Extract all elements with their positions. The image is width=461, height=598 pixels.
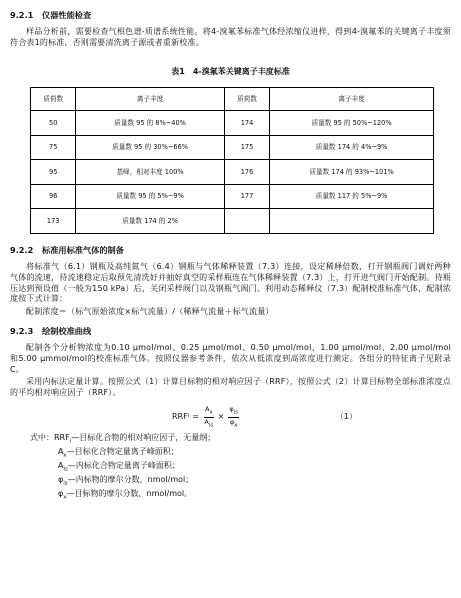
- table-header-row: [31, 88, 434, 111]
- section-title: 仪器性能检查: [42, 10, 92, 20]
- equation-number: （1）: [335, 411, 357, 421]
- table-cell: 176: [224, 160, 269, 185]
- def-symbol-sub: is: [63, 466, 68, 473]
- section-9-2-3-paragraph-2: 采用内标法定量计算。按照公式（1）计算目标物的相对响应因子（RRF），按照公式（2）计算目标物全部标准浓度点的平均相对响应因子（RRF）。: [10, 377, 451, 398]
- variable-definitions: [30, 433, 451, 502]
- section-9-2-1-paragraph: 样品分析前，需要检查气相色谱-质谱系统性能。将4-溴氟苯标准气体经浓缩仪进样，得到4-溴氟苯的关键离子丰度须符合表1的标准，否则需要清洗离子源或者重新校准。: [10, 27, 451, 47]
- table-cell: 75: [31, 135, 76, 160]
- table-cell: 50: [31, 111, 76, 136]
- table-cell: 95: [31, 160, 76, 185]
- table-cell: [224, 209, 269, 234]
- definition-line: [58, 461, 451, 474]
- eq-num2-sub: is: [233, 409, 238, 416]
- table-cell: 175: [224, 135, 269, 160]
- table-cell: [270, 209, 434, 234]
- eq-den1-sub: is: [208, 421, 214, 428]
- eq-lhs: RRF: [172, 411, 188, 421]
- def-symbol: A: [58, 461, 64, 471]
- def-text: —目标化合物定量离子峰面积；: [66, 447, 179, 457]
- section-9-2-3-paragraph-1: 配制各个分析物浓度为0.10 μmol/mol、0.25 μmol/mol、0.50 μmol/mol、1.00 μmol/mol、2.00 μmol/mol和5.00 μmmol/mol的校准标准气体。按照仪器参考条件，依次从低浓度到高浓度进行测定。各组分的特征离子见附录C。: [10, 343, 451, 374]
- table-row: [31, 209, 434, 234]
- table-cell: 质量数 117 的 5%~9%: [270, 184, 434, 209]
- definition-line: [30, 433, 451, 446]
- section-9-2-2-paragraph: 将标准气（6.1）钢瓶及高纯氮气（6.4）钢瓶与气体稀释装置（7.3）连接，设定稀释倍数，打开钢瓶阀门调好两种气体的流速，待流速稳定后取预先清洗好并抽好真空的采样瓶连在气体稀释装置（7.3）上，打开进气阀门开始配制。待瓶压达到预设值（一般为150 kPa）后，关闭采样阀门以及钢瓶气阀门。利用动态稀释仪（7.3）配制校准标准气体，配制浓度按下式计算：: [10, 262, 451, 304]
- table-cell: 质量数 95 的 5%~9%: [76, 184, 224, 209]
- definition-line: [58, 475, 451, 488]
- header-cell: 离子丰度: [76, 88, 224, 111]
- eq-den2: φ: [229, 417, 235, 426]
- def-symbol: φ: [58, 489, 64, 499]
- table-cell: 173: [31, 209, 76, 234]
- table-cell: 质量数 174 的 2%: [76, 209, 224, 234]
- def-symbol-sub: x: [63, 494, 67, 501]
- section-title: 绘制校准曲线: [42, 326, 92, 336]
- table-cell: 质量数 95 的 50%~120%: [270, 111, 434, 136]
- def-intro-text: —目标化合物的相对响应因子，无量纲；: [71, 433, 216, 443]
- def-text: —目标物的摩尔分数，nmol/mol。: [66, 489, 193, 499]
- def-intro: 式中：RRF: [30, 433, 70, 443]
- eq-den2-sub: x: [234, 421, 238, 428]
- def-symbol-sub: is: [63, 480, 68, 487]
- eq-num2: φ: [229, 405, 234, 414]
- table-cell: 质量数 174 的 93%~101%: [270, 160, 434, 185]
- equation-body: RRF i = $\frac{A_x}{A_{is}}$ × $\frac{\varphi_{is}}{\varphi_x}$: [172, 405, 238, 428]
- table-cell: 基峰，相对丰度 100%: [76, 160, 224, 185]
- dilution-formula: 配制浓度＝（标气原始浓度×标气流量）/（稀释气流量＋标气流量）: [26, 307, 274, 317]
- header-cell: 质荷数: [31, 88, 76, 111]
- header-cell: 离子丰度: [270, 88, 434, 111]
- section-9-2-2-heading: [10, 245, 451, 256]
- def-symbol: A: [58, 447, 64, 457]
- table-cell: 质量数 95 的 8%~40%: [76, 111, 224, 136]
- table-caption: 表1 4-溴氟苯关键离子丰度标准: [171, 66, 290, 76]
- def-symbol: φ: [58, 475, 64, 485]
- section-title: 标准用标准气体的制备: [42, 244, 124, 255]
- ion-abundance-table: [30, 87, 434, 234]
- table-cell: 96: [31, 184, 76, 209]
- def-text: —内标化合物定量离子峰面积；: [67, 461, 180, 471]
- def-symbol-sub: x: [63, 452, 67, 459]
- eq-den1: A: [204, 417, 209, 426]
- eq-num1-sub: x: [209, 409, 213, 416]
- header-cell: 质荷数: [224, 88, 269, 111]
- eq-lhs-sub: i: [187, 413, 190, 420]
- table-cell: 质量数 174 的 4%~9%: [270, 135, 434, 160]
- table-cell: 177: [224, 184, 269, 209]
- eq-num1: A: [204, 405, 210, 414]
- section-number: 9.2.2: [10, 244, 34, 255]
- table-row: [31, 135, 434, 160]
- fraction-mole: [228, 405, 239, 429]
- def-intro-sub: i: [69, 438, 72, 445]
- rrf-equation: [10, 405, 451, 429]
- table-cell: 质量数 95 的 30%~66%: [76, 135, 224, 160]
- fraction-area: [204, 405, 214, 429]
- section-9-2-3-heading: [10, 326, 451, 337]
- definition-line: [58, 447, 451, 460]
- def-text: —内标物的摩尔分数，nmol/mol；: [67, 475, 194, 485]
- section-9-2-1-heading: [10, 10, 451, 21]
- table-row: [31, 184, 434, 209]
- section-number: 9.2.3: [10, 326, 34, 336]
- section-number: 9.2.1: [10, 10, 34, 20]
- table-cell: 174: [224, 111, 269, 136]
- definition-line: [58, 489, 451, 502]
- table-row: [31, 111, 434, 136]
- table-row: [31, 160, 434, 185]
